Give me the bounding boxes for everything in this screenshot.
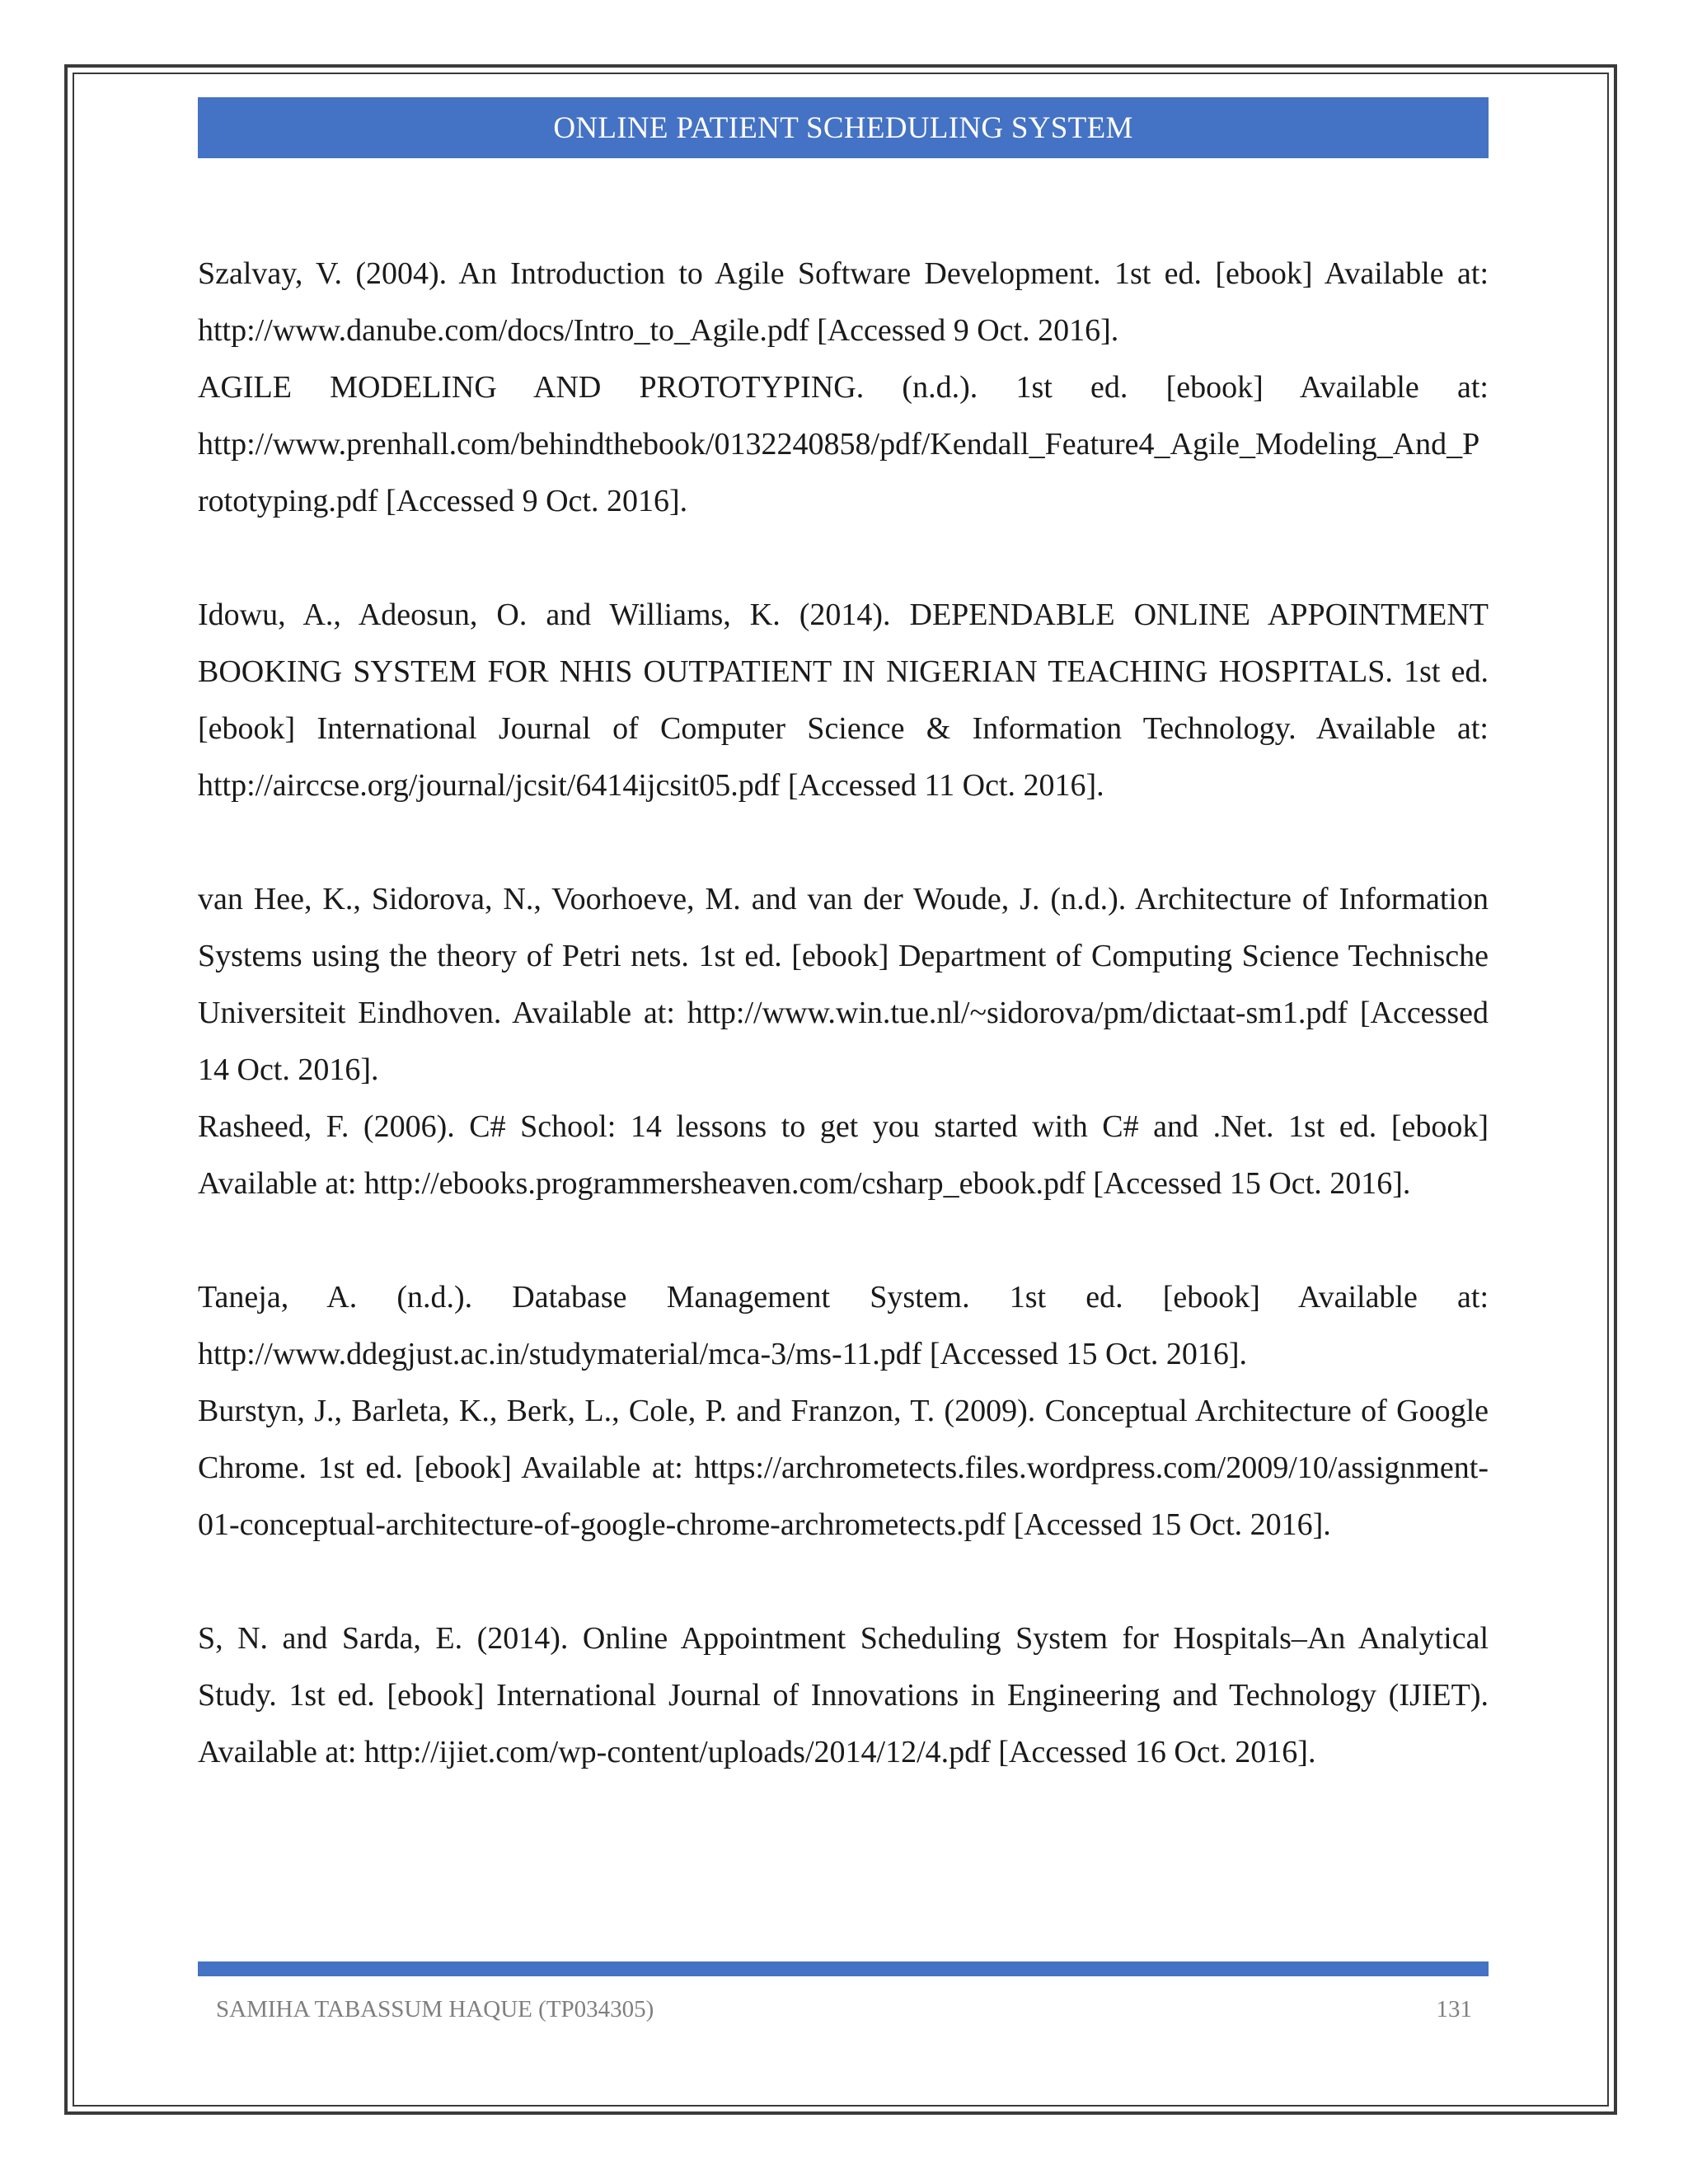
reference-gap bbox=[198, 1554, 1489, 1610]
document-title: ONLINE PATIENT SCHEDULING SYSTEM bbox=[553, 110, 1133, 145]
reference-item-szalvay: Szalvay, V. (2004). An Introduction to Agile Software Development. 1st ed. [ebook] Available at: http://www.danube.com/docs/Intro_to_Agile.pdf [Accessed 9 Oct. 2016]. bbox=[198, 256, 1489, 348]
footer-rule bbox=[198, 1961, 1489, 1976]
reference-item-van-hee: van Hee, K., Sidorova, N., Voorhoeve, M. and van der Woude, J. (n.d.). Architecture of Information Systems using the theory of Petri nets. 1st ed. [ebook] Department of Computing Science Technische Universiteit Eindhoven. Available at: http://www.win.tue.nl/~sidorova/pm/dictaat-sm1.pdf [Accessed 14 Oct. 2016]. bbox=[198, 882, 1489, 1087]
page-footer bbox=[216, 1996, 1472, 2023]
page-number: 131 bbox=[1436, 1996, 1472, 2022]
reference-gap bbox=[198, 530, 1489, 587]
reference-list bbox=[198, 246, 1489, 1781]
reference-item-rasheed: Rasheed, F. (2006). C# School: 14 lessons to get you started with C# and .Net. 1st ed. [ebook] Available at: http://ebooks.programmersheaven.com/csharp_ebook.pdf [Accessed 15 Oct. 2016]. bbox=[198, 1109, 1489, 1201]
header-banner bbox=[198, 97, 1489, 158]
reference-item-agile-modeling: AGILE MODELING AND PROTOTYPING. (n.d.). 1st ed. [ebook] Available at: http://www.prenhall.com/behindthebook/0132240858/pdf/Kendall_Feature4_Agile_Modeling_And_Prototyping.pdf [Accessed 9 Oct. 2016]. bbox=[198, 370, 1489, 518]
reference-item-sarda: S, N. and Sarda, E. (2014). Online Appointment Scheduling System for Hospitals–An Analytical Study. 1st ed. [ebook] International Journal of Innovations in Engineering and Technology (IJIET). Available at: http://ijiet.com/wp-content/uploads/2014/12/4.pdf [Accessed 16 Oct. 2016]. bbox=[198, 1621, 1489, 1769]
reference-item-burstyn: Burstyn, J., Barleta, K., Berk, L., Cole, P. and Franzon, T. (2009). Conceptual Architecture of Google Chrome. 1st ed. [ebook] Available at: https://archrometects.files.wordpress.com/2009/10/assignment-01-conceptual-architecture-of-google-chrome-archrometects.pdf [Accessed 15 Oct. 2016]. bbox=[198, 1394, 1489, 1542]
reference-gap bbox=[198, 814, 1489, 871]
reference-item-idowu: Idowu, A., Adeosun, O. and Williams, K. (2014). DEPENDABLE ONLINE APPOINTMENT BOOKING SYSTEM FOR NHIS OUTPATIENT IN NIGERIAN TEACHING HOSPITALS. 1st ed. [ebook] International Journal of Computer Science & Information Technology. Available at: http://airccse.org/journal/jcsit/6414ijcsit05.pdf [Accessed 11 Oct. 2016]. bbox=[198, 598, 1489, 803]
reference-gap bbox=[198, 1212, 1489, 1269]
footer-author: SAMIHA TABASSUM HAQUE (TP034305) bbox=[216, 1996, 654, 2022]
reference-item-taneja: Taneja, A. (n.d.). Database Management System. 1st ed. [ebook] Available at: http://www.ddegjust.ac.in/studymaterial/mca-3/ms-11.pdf [Accessed 15 Oct. 2016]. bbox=[198, 1280, 1489, 1371]
